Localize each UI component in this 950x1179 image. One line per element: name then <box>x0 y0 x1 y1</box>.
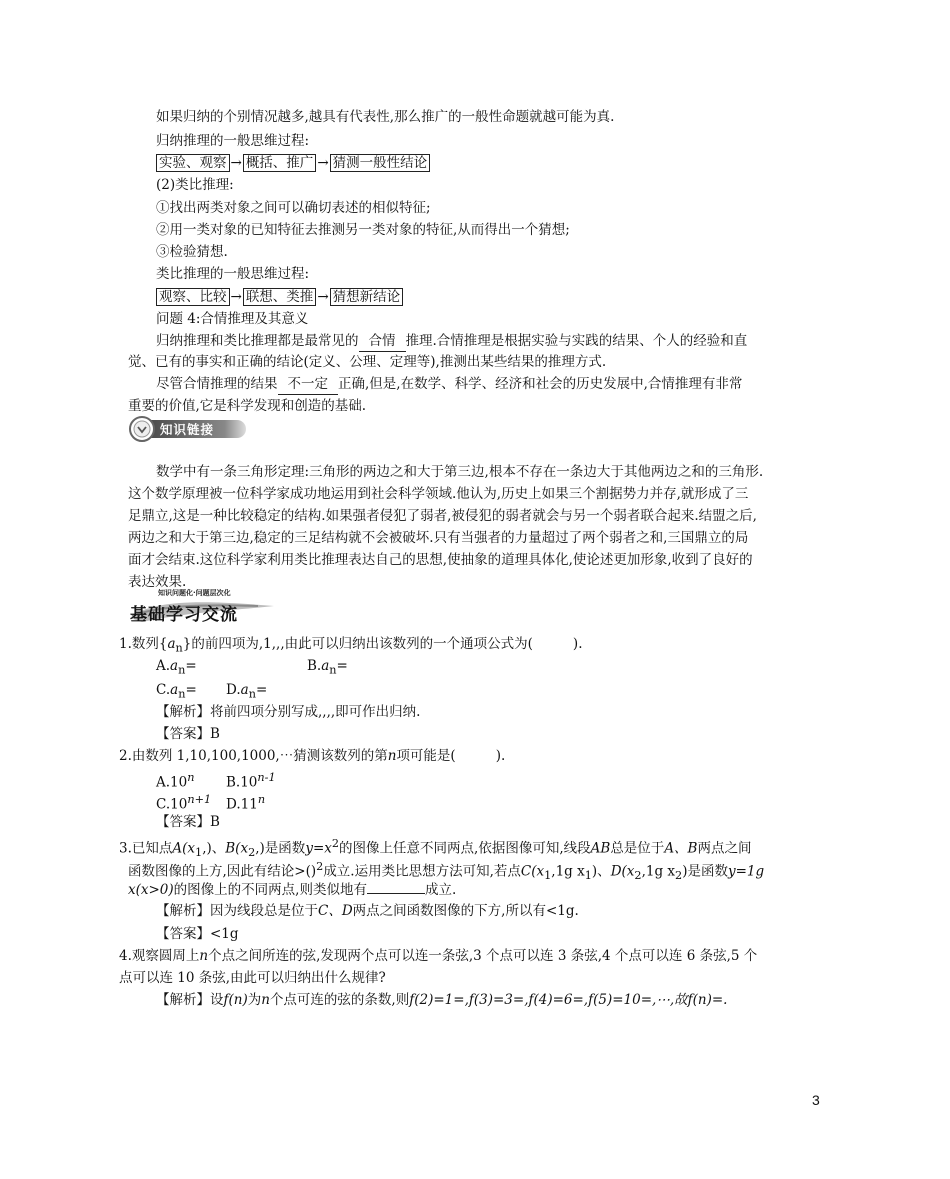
fill-in-blank <box>367 879 425 894</box>
math: B(x <box>225 840 249 857</box>
exercise-1-option-d <box>226 680 267 705</box>
analogy-process-title: 类比推理的一般思维过程: <box>156 266 310 282</box>
arrow-right-icon: → <box>317 155 329 171</box>
option-label: B. <box>307 658 322 674</box>
exercise-3-answer: 【答案】<1g <box>156 926 239 942</box>
text: 个点之间所连的弦,发现两个点可以连一条弦,3 个点可以连 3 条弦,4 个点可以连 6 条弦,5 个 <box>208 948 758 964</box>
math: A、B <box>664 840 698 857</box>
math: ,1g x <box>551 863 585 880</box>
text: 个点可连的弦的条数,则 <box>269 992 410 1008</box>
flow-box: 联想、类推 <box>243 288 317 306</box>
math: C、D <box>318 903 353 919</box>
text: 两点之间 <box>697 840 752 857</box>
induction-flow <box>156 153 430 173</box>
math: f(n)=. <box>687 992 728 1008</box>
exercise-2-option-d <box>226 790 265 815</box>
math-var: a <box>170 682 179 698</box>
q4-paragraph-1-cont: 觉、已有的事实和正确的结论(定义、公理、定理等),推测出某些结果的推理方式. <box>128 354 607 370</box>
text: 推理.合情推理是根据实验与实践的结果、个人的经验和直 <box>405 333 748 349</box>
exercise-1-answer: 【答案】B <box>156 726 220 742</box>
exercise-1-option-b <box>307 656 348 681</box>
arrow-right-icon: → <box>230 289 242 305</box>
analogy-heading: (2)类比推理: <box>156 177 234 193</box>
induction-intro: 如果归纳的个别情况越多,越具有代表性,那么推广的一般性命题就越可能为真. <box>156 109 615 125</box>
exercise-1-option-c <box>156 680 197 705</box>
option-label: C. <box>156 682 171 698</box>
text: ). <box>495 748 506 764</box>
math: C(x <box>520 863 545 880</box>
banner-subtitle: 知识问题化·问题层次化 <box>158 589 231 597</box>
text: 成立. <box>424 882 457 898</box>
text: 尽管合情推理的结果 <box>156 376 278 392</box>
text: 项可能是( <box>396 748 456 764</box>
math-var: n <box>387 748 397 764</box>
text: 【解析】因为线段总是位于 <box>156 903 318 919</box>
exercise-1-option-a <box>156 656 197 681</box>
math-var: a <box>321 658 330 674</box>
analogy-step-1: ①找出两类对象之间可以确切表述的相似特征; <box>156 200 431 216</box>
exercise-3-analysis <box>156 901 579 921</box>
option-label: A. <box>156 658 171 674</box>
analogy-step-3: ③检验猜想. <box>156 244 228 260</box>
exercise-2-option-a <box>156 768 194 793</box>
text: }的前四项为,1,,,由此可以归纳出该数列的一个通项公式为( <box>182 636 533 652</box>
text: 正确,但是,在数学、科学、经济和社会的历史发展中,合情推理有非常 <box>338 376 743 392</box>
analogy-step-2: ②用一类对象的已知特征去推测另一类对象的特征,从而得出一个猜想; <box>156 222 570 238</box>
text: 为 <box>247 992 262 1008</box>
flow-box: 实验、观察 <box>156 154 230 172</box>
text: )是函数 <box>682 863 728 880</box>
option-label: D. <box>226 796 241 813</box>
math-base: 10 <box>240 774 258 791</box>
exercise-2-option-b <box>226 768 276 793</box>
option-label: D. <box>226 682 241 698</box>
math-sub: n <box>175 641 183 655</box>
math: x(x>0) <box>128 882 174 898</box>
math-sub: n <box>178 663 186 677</box>
knowledge-line: 面才会结束.这位科学家利用类比推理表达自己的思想,使抽象的道理具体化,使论述更加形象,收到了良好的 <box>128 552 753 568</box>
text: 归纳推理和类比推理都是最常见的 <box>156 333 359 349</box>
knowledge-line: 数学中有一条三角形定理:三角形的两边之和大于第三边,根本不存在一条边大于其他两边之和的三角形. <box>156 464 764 480</box>
q4-paragraph-2 <box>156 374 742 395</box>
math-var: a <box>240 682 249 698</box>
option-label: A. <box>156 774 171 791</box>
q4-paragraph-1 <box>156 331 747 352</box>
arrow-right-icon: → <box>317 289 329 305</box>
knowledge-link-banner <box>128 416 248 442</box>
text: 【解析】设 <box>156 992 224 1008</box>
text: ). <box>572 636 583 652</box>
exercise-4-line-1 <box>119 946 757 966</box>
fill-in-answer: 不一定 <box>278 374 339 395</box>
exercise-1-analysis: 【解析】将前四项分别写成,,,,即可作出归纳. <box>156 704 421 720</box>
text: ,)、 <box>202 840 226 857</box>
exercise-4-line-2: 点可以连 10 条弦,由此可以归纳出什么规律? <box>119 970 386 986</box>
text: 函数图像的上方,因此有结论>() <box>128 863 317 880</box>
banner-title: 基础学习交流 <box>130 605 238 625</box>
flow-box: 概括、推广 <box>243 154 317 172</box>
math-sup: n+1 <box>187 793 212 806</box>
question-4-title: 问题 4:合情推理及其意义 <box>156 311 309 327</box>
q4-paragraph-2-cont: 重要的价值,它是科学发现和创造的基础. <box>128 398 367 414</box>
knowledge-line: 表达效果. <box>128 574 187 590</box>
math-base: 11 <box>240 796 258 813</box>
knowledge-line: 这个数学原理被一位科学家成功地运用到社会科学领域.他认为,历史上如果三个割据势力并存,就形成了三 <box>128 486 749 502</box>
flow-box: 猜想新结论 <box>330 288 404 306</box>
exercise-1-stem <box>119 634 582 659</box>
math: f(n) <box>223 992 248 1008</box>
exercise-4-analysis <box>156 990 727 1010</box>
text: = <box>336 658 348 674</box>
analogy-flow <box>156 287 403 307</box>
math-var: a <box>167 636 176 652</box>
math-sub: n <box>248 687 256 701</box>
basic-learning-banner <box>128 588 278 624</box>
fill-in-answer: 合情 <box>359 331 406 352</box>
text: 4.观察圆周上 <box>119 948 200 964</box>
math-base: 10 <box>170 774 188 791</box>
exercise-2-answer: 【答案】B <box>156 814 220 830</box>
text: 成立.运用类比思想方法可知,若点 <box>323 863 521 880</box>
exercise-3-line-1: 3.已知点$A(x_1,)$、$B(x_2,)$是函数$y=x^2$的图像上任意不同两点,依据图像可知,线段AB总是位于A、B两点之间 <box>119 837 752 860</box>
text: )、 <box>591 863 611 880</box>
math-var: n <box>199 948 209 964</box>
flow-box: 猜测一般性结论 <box>330 154 431 172</box>
exercise-2-stem <box>119 746 505 766</box>
text: = <box>255 682 268 698</box>
option-label: C. <box>156 796 171 813</box>
math-sup: n <box>187 771 195 784</box>
text: 3.已知点 <box>119 840 173 857</box>
math-sub: n <box>329 663 337 677</box>
math: D(x <box>610 863 635 880</box>
text: 1.数列{ <box>119 636 168 652</box>
text: 总是位于 <box>610 840 665 857</box>
option-label: B. <box>226 774 241 791</box>
knowledge-line: 足鼎立,这是一种比较稳定的结构.如果强者侵犯了弱者,被侵犯的弱者就会与另一个弱者联合起来.结盟之后, <box>128 508 757 524</box>
page-number: 3 <box>812 1092 820 1108</box>
flow-box: 观察、比较 <box>156 288 230 306</box>
text: = <box>185 658 197 674</box>
exercise-3-line-2: 函数图像的上方,因此有结论>()$^2$成立.运用类比思想方法可知,若点$C(x_1,1g$ $x_1$)、$D(x_2,1g$ $x_2$)是函数y=1g <box>128 860 765 883</box>
text: 2.由数列 1,10,100,1000,⋯猜测该数列的第 <box>119 748 388 764</box>
text: 的图像上的不同两点,则类似地有 <box>173 882 367 898</box>
math-var: a <box>170 658 179 674</box>
banner-title: 知识链接 <box>160 422 215 437</box>
math: ,1g x <box>641 863 676 880</box>
math-sup: n-1 <box>257 771 276 784</box>
math-base: 10 <box>170 796 188 813</box>
math-var: n <box>261 992 270 1008</box>
text: ,)是函数 <box>255 840 306 857</box>
math: y=x <box>305 840 332 857</box>
arrow-right-icon: → <box>230 155 242 171</box>
math: f(2)=1=,f(3)=3=,f(4)=6=,f(5)=10=,⋯,故 <box>409 992 688 1008</box>
math: AB <box>590 840 611 857</box>
exercise-2-option-c <box>156 790 211 815</box>
math: A(x <box>172 840 196 857</box>
knowledge-line: 两边之和大于第三边,稳定的三足结构就不会被破坏.只有当强者的力量超过了两个弱者之和,三国鼎立的局 <box>128 530 749 546</box>
text: 两点之间函数图像的下方,所以有<1g. <box>352 903 579 919</box>
exercise-3-line-3 <box>128 879 456 900</box>
math: y=1g <box>727 863 765 880</box>
text: 的图像上任意不同两点,依据图像可知,线段 <box>339 840 591 857</box>
math-sub: n <box>178 687 186 701</box>
induction-process-title: 归纳推理的一般思维过程: <box>156 133 310 149</box>
math-sup: n <box>257 793 266 806</box>
text: = <box>185 682 197 698</box>
